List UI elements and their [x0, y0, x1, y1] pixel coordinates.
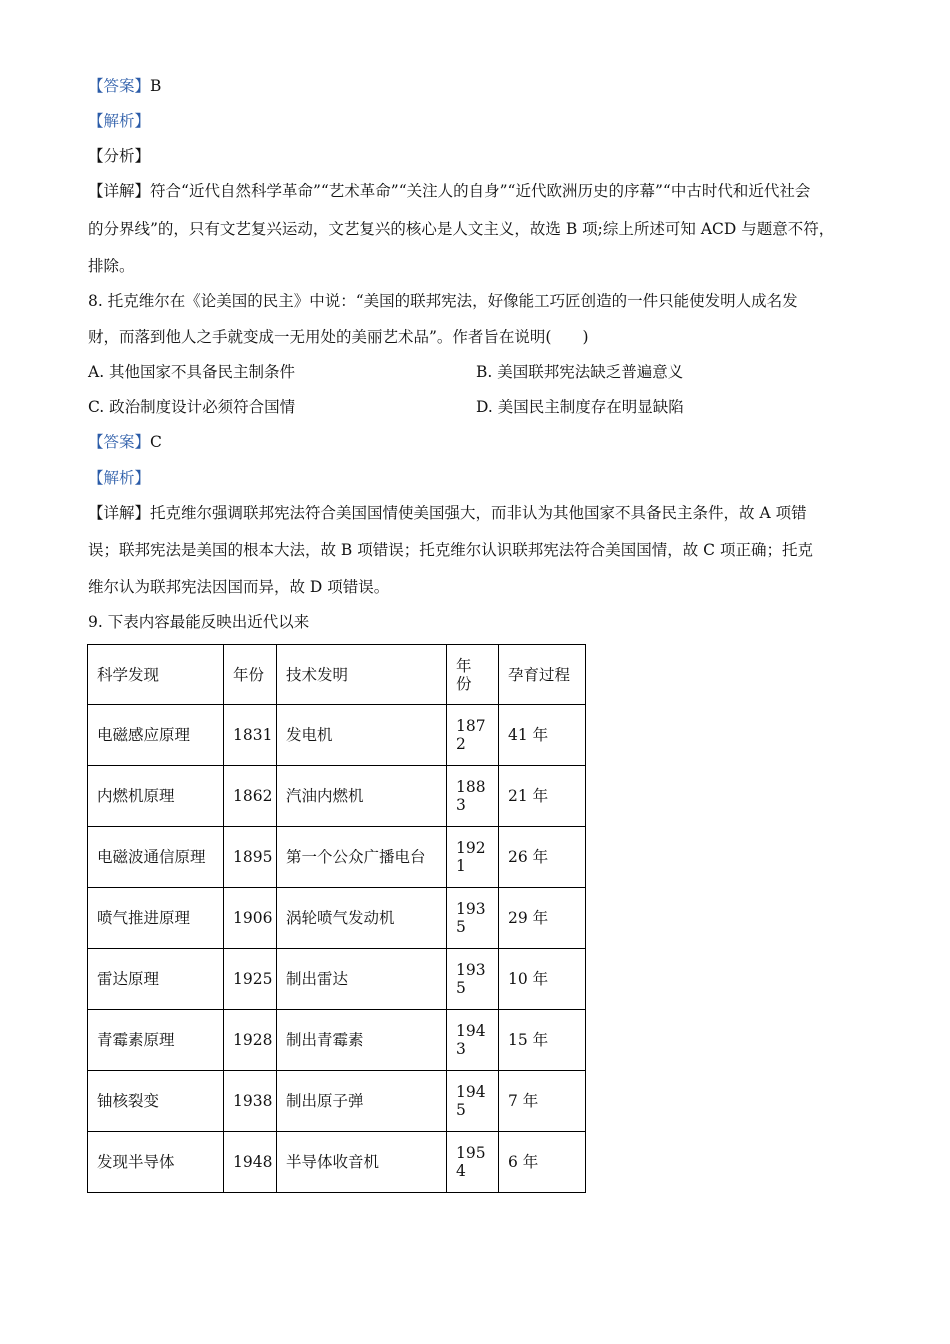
- option-d: D. 美国民主制度存在明显缺陷: [476, 398, 684, 416]
- table-row: [88, 888, 586, 949]
- table-header-cell: 科学发现: [88, 645, 224, 705]
- analysis-tag: 【解析】: [88, 469, 151, 487]
- q8-stem-line-2: 财，而落到他人之手就变成一无用处的美丽艺术品”。作者旨在说明( ): [88, 328, 589, 346]
- table-cell: 制出原子弹: [277, 1071, 447, 1132]
- q8-detail-line-1: [88, 503, 807, 523]
- answer-tag: 【答案】: [88, 77, 151, 95]
- table-cell: 1925: [224, 949, 277, 1010]
- discovery-invention-table: [87, 644, 586, 1193]
- table-cell: 发电机: [277, 705, 447, 766]
- table-row: [88, 827, 586, 888]
- q7-detail-line-3: 排除。: [88, 257, 135, 275]
- q9-stem: 9. 下表内容最能反映出近代以来: [88, 613, 310, 631]
- table-cell: 26 年: [499, 827, 586, 888]
- table-cell: 7 年: [499, 1071, 586, 1132]
- table-cell: 1921: [447, 827, 499, 888]
- detail-text: 托克维尔强调联邦宪法符合美国国情使美国强大，而非认为其他国家不具备民主条件，故 A 项错: [150, 504, 807, 522]
- table-header-cell: 年份: [224, 645, 277, 705]
- q8-detail-line-2: 误；联邦宪法是美国的根本大法，故 B 项错误；托克维尔认识联邦宪法符合美国国情，故 C 项正确；托克: [88, 541, 813, 559]
- table-cell: 1928: [224, 1010, 277, 1071]
- table-cell: 电磁感应原理: [88, 705, 224, 766]
- q8-detail-line-3: 维尔认为联邦宪法因国而异，故 D 项错误。: [88, 578, 390, 596]
- table-cell: 铀核裂变: [88, 1071, 224, 1132]
- table-cell: 1945: [447, 1071, 499, 1132]
- table-cell: 1872: [447, 705, 499, 766]
- table-cell: 青霉素原理: [88, 1010, 224, 1071]
- q8-stem-line-1: 8. 托克维尔在《论美国的民主》中说：“美国的联邦宪法，好像能工巧匠创造的一件只能使发明人成名发: [88, 292, 798, 310]
- table-cell: 雷达原理: [88, 949, 224, 1010]
- table-cell: 10 年: [499, 949, 586, 1010]
- table-header-row: [88, 645, 586, 705]
- table-cell: 29 年: [499, 888, 586, 949]
- table-cell: 15 年: [499, 1010, 586, 1071]
- detail-tag: 【详解】: [88, 182, 151, 200]
- table-row: [88, 705, 586, 766]
- fenxi-tag: 【分析】: [88, 147, 151, 165]
- table-cell: 喷气推进原理: [88, 888, 224, 949]
- table-cell: 第一个公众广播电台: [277, 827, 447, 888]
- table-cell: 1895: [224, 827, 277, 888]
- table-cell: 汽油内燃机: [277, 766, 447, 827]
- q7-detail-line-2: 的分界线”的，只有文艺复兴运动，文艺复兴的核心是人文主义，故选 B 项;综上所述可知 ACD 与题意不符，: [88, 220, 835, 238]
- table-cell: 1831: [224, 705, 277, 766]
- table-cell: 1943: [447, 1010, 499, 1071]
- detail-text: 符合“近代自然科学革命”“艺术革命”“关注人的自身”“近代欧洲历史的序幕”“中古时代和近代社会: [150, 182, 811, 200]
- table-cell: 1938: [224, 1071, 277, 1132]
- analysis-tag: 【解析】: [88, 112, 151, 130]
- table-cell: 1883: [447, 766, 499, 827]
- table-cell: 制出雷达: [277, 949, 447, 1010]
- table-cell: 内燃机原理: [88, 766, 224, 827]
- table-cell: 1954: [447, 1132, 499, 1193]
- table-cell: 制出青霉素: [277, 1010, 447, 1071]
- option-b: B. 美国联邦宪法缺乏普遍意义: [476, 363, 684, 381]
- table-row: [88, 1010, 586, 1071]
- answer-tag: 【答案】: [88, 433, 151, 451]
- table-header-cell: 孕育过程: [499, 645, 586, 705]
- option-c: C. 政治制度设计必须符合国情: [88, 398, 296, 416]
- table-cell: 半导体收音机: [277, 1132, 447, 1193]
- q7-detail-line-1: [88, 181, 810, 201]
- answer-value: C: [150, 433, 162, 451]
- table-cell: 1906: [224, 888, 277, 949]
- table-row: [88, 766, 586, 827]
- table-cell: 21 年: [499, 766, 586, 827]
- table-cell: 电磁波通信原理: [88, 827, 224, 888]
- table-header-cell: 技术发明: [277, 645, 447, 705]
- table-row: [88, 1132, 586, 1193]
- q7-answer-line: [88, 76, 161, 96]
- table-cell: 1935: [447, 888, 499, 949]
- table-row: [88, 1071, 586, 1132]
- table-cell: 发现半导体: [88, 1132, 224, 1193]
- table-cell: 41 年: [499, 705, 586, 766]
- table-cell: 6 年: [499, 1132, 586, 1193]
- option-a: A. 其他国家不具备民主制条件: [88, 363, 296, 381]
- table-row: [88, 949, 586, 1010]
- detail-tag: 【详解】: [88, 504, 151, 522]
- table-cell: 1948: [224, 1132, 277, 1193]
- table-header-cell: 年份: [447, 645, 499, 705]
- table-cell: 1935: [447, 949, 499, 1010]
- answer-value: B: [150, 77, 162, 95]
- q8-answer-line: [88, 432, 162, 452]
- table-cell: 1862: [224, 766, 277, 827]
- table-cell: 涡轮喷气发动机: [277, 888, 447, 949]
